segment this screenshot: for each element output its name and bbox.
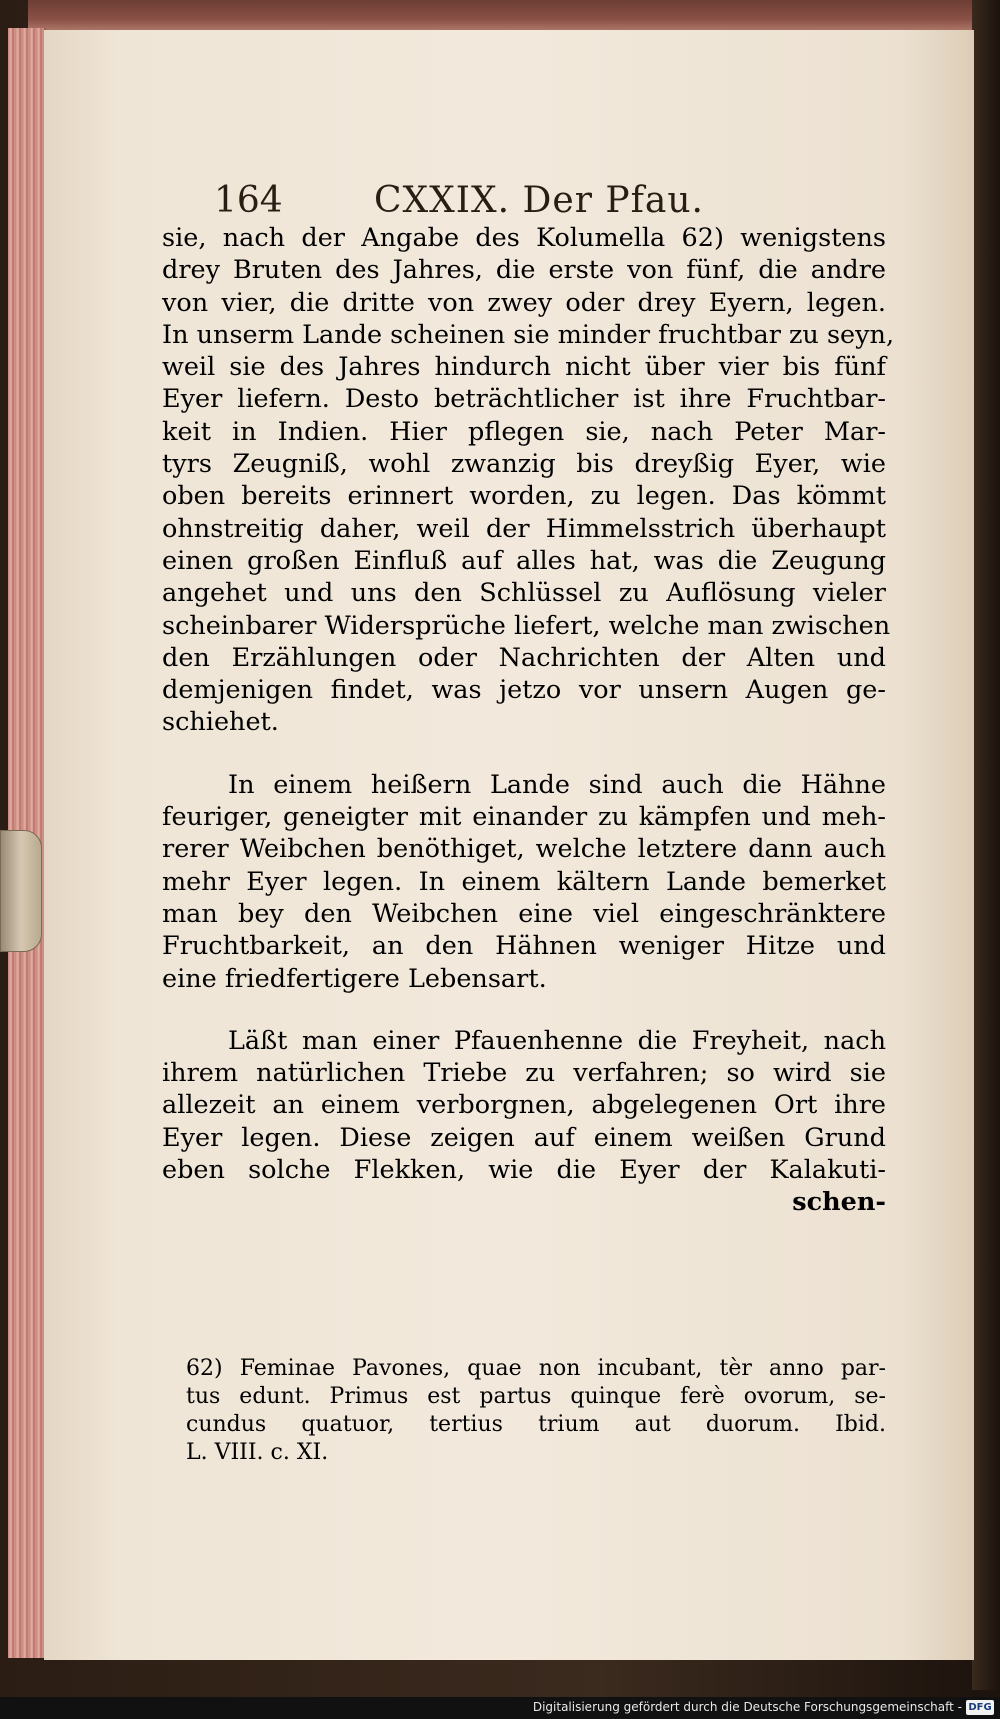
text-line: angehet und uns den Schlüssel zu Auflösung vieler	[162, 578, 886, 609]
footnote-line: L. VIII. c. XI.	[186, 1440, 329, 1465]
paragraph-1	[162, 222, 895, 739]
text-line: ihrem natürlichen Triebe zu verfahren; so wird sie	[162, 1058, 886, 1089]
catchword: schen-	[792, 1187, 886, 1218]
page-number: 164	[214, 180, 283, 221]
text-line: Fruchtbarkeit, an den Hähnen weniger Hitze und	[162, 931, 886, 962]
text-line: keit in Indien. Hier pflegen sie, nach Peter Mar-	[162, 416, 886, 447]
text-line: eben solche Flekken, wie die Eyer der Kalakuti-	[162, 1155, 886, 1186]
footnote-line: cundus quatuor, tertius trium aut duorum. Ibid.	[186, 1412, 886, 1437]
text-line: tyrs Zeugniß, wohl zwanzig bis dreyßig Eyer, wie	[162, 449, 886, 480]
chapter-title: CXXIX. Der Pfau.	[374, 180, 704, 221]
footnote	[186, 1355, 886, 1467]
paragraph-2	[162, 769, 886, 995]
text-line: Eyer legen. Diese zeigen auf einem weißen Grund	[162, 1122, 886, 1153]
text-line: demjenigen findet, was jetzo vor unsern Augen ge-	[162, 675, 886, 706]
text-line: oben bereits erinnert worden, zu legen. Das kömmt	[162, 481, 886, 512]
text-line: schiehet.	[162, 707, 279, 738]
text-line: allezeit an einem verborgnen, abgelegenen Ort ihre	[162, 1090, 886, 1121]
book-top-edge	[28, 0, 973, 34]
text-line: den Erzählungen oder Nachrichten der Alten und	[162, 642, 886, 673]
book-clasp	[0, 830, 42, 952]
dfg-logo: DFG	[966, 1700, 994, 1715]
text-line: ohnstreitig daher, weil der Himmelsstrich überhaupt	[162, 513, 886, 544]
paragraph-3	[162, 1025, 886, 1219]
text-line: rerer Weibchen benöthiget, welche letztere dann auch	[162, 834, 886, 865]
text-line: Läßt man einer Pfauenhenne die Freyheit, nach	[228, 1025, 886, 1056]
text-line: sie, nach der Angabe des Kolumella 62) wenigstens	[162, 223, 886, 253]
digitization-credit: Digitalisierung gefördert durch die Deutsche Forschungsgemeinschaft -	[532, 1700, 962, 1714]
text-line: weil sie des Jahres hindurch nicht über vier bis fünf	[162, 352, 886, 383]
text-line: einen großen Einfluß auf alles hat, was die Zeugung	[162, 545, 886, 576]
text-line: man bey den Weibchen eine viel eingeschränktere	[162, 898, 886, 929]
book-right-edge	[972, 0, 1000, 1690]
footnote-line: tus edunt. Primus est partus quinque ferè ovorum, se-	[186, 1384, 886, 1409]
text-line: drey Bruten des Jahres, die erste von fünf, die andre	[162, 255, 886, 286]
text-line: eine friedfertigere Lebensart.	[162, 963, 547, 994]
text-line: feuriger, geneigter mit einander zu kämpfen und meh-	[162, 802, 886, 833]
body-text	[162, 222, 895, 1219]
text-line: scheinbarer Widersprüche liefert, welche man zwischen	[162, 610, 891, 641]
text-line: In unserm Lande scheinen sie minder fruchtbar zu seyn,	[162, 319, 895, 350]
footnote-line: 62) Feminae Pavones, quae non incubant, tèr anno par-	[186, 1356, 886, 1381]
text-line: Eyer liefern. Desto beträchtlicher ist ihre Fruchtbar-	[162, 384, 886, 415]
text-line: mehr Eyer legen. In einem kältern Lande bemerket	[162, 866, 886, 897]
text-line: von vier, die dritte von zwey oder drey Eyern, legen.	[162, 287, 886, 318]
text-line: In einem heißern Lande sind auch die Hähne	[228, 769, 886, 800]
